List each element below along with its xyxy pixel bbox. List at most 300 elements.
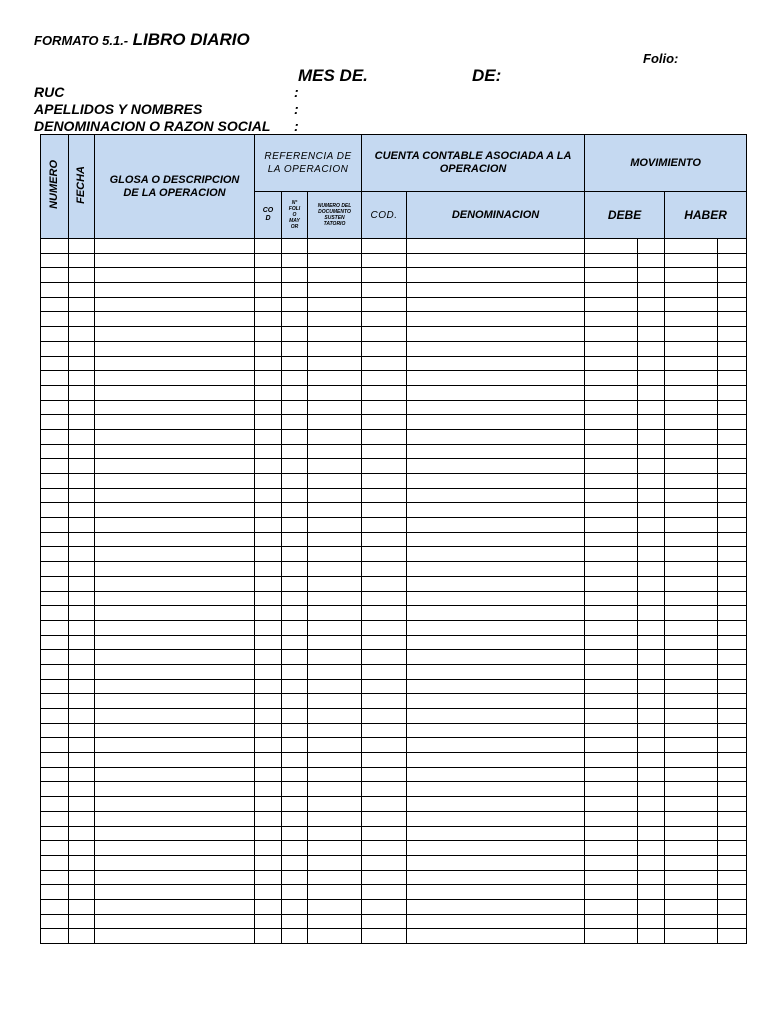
table-cell xyxy=(41,635,69,650)
table-cell xyxy=(41,429,69,444)
table-cell xyxy=(407,503,585,518)
table-cell xyxy=(308,620,362,635)
table-cell xyxy=(255,753,282,768)
table-cell xyxy=(665,899,718,914)
table-cell xyxy=(95,503,255,518)
table-cell xyxy=(638,341,665,356)
table-cell xyxy=(282,738,308,753)
table-cell xyxy=(638,400,665,415)
table-cell xyxy=(95,620,255,635)
table-cell xyxy=(69,826,95,841)
table-cell xyxy=(718,356,747,371)
table-cell xyxy=(718,283,747,298)
table-cell xyxy=(95,694,255,709)
table-cell xyxy=(255,635,282,650)
table-cell xyxy=(362,268,407,283)
table-cell xyxy=(282,518,308,533)
table-cell xyxy=(407,885,585,900)
table-cell xyxy=(255,885,282,900)
table-cell xyxy=(95,562,255,577)
table-row xyxy=(41,811,747,826)
table-cell xyxy=(407,312,585,327)
table-cell xyxy=(585,444,638,459)
ruc-label: RUC xyxy=(34,84,65,100)
table-cell xyxy=(41,591,69,606)
table-cell xyxy=(362,283,407,298)
table-cell xyxy=(718,841,747,856)
numero-header: NUMERO xyxy=(41,135,69,239)
table-cell xyxy=(407,811,585,826)
table-cell xyxy=(69,620,95,635)
haber-header: HABER xyxy=(665,192,747,239)
table-cell xyxy=(407,415,585,430)
table-cell xyxy=(585,635,638,650)
table-cell xyxy=(95,855,255,870)
table-cell xyxy=(362,870,407,885)
table-cell xyxy=(255,606,282,621)
table-cell xyxy=(665,679,718,694)
table-cell xyxy=(95,444,255,459)
table-cell xyxy=(95,811,255,826)
table-cell xyxy=(69,591,95,606)
table-cell xyxy=(95,826,255,841)
table-cell xyxy=(362,664,407,679)
table-cell xyxy=(95,753,255,768)
table-cell xyxy=(69,870,95,885)
table-cell xyxy=(69,914,95,929)
table-cell xyxy=(665,767,718,782)
table-cell xyxy=(638,664,665,679)
table-cell xyxy=(69,253,95,268)
table-cell xyxy=(407,635,585,650)
table-cell xyxy=(41,474,69,489)
table-cell xyxy=(41,371,69,386)
table-cell xyxy=(407,870,585,885)
table-cell xyxy=(282,239,308,254)
table-cell xyxy=(282,753,308,768)
table-cell xyxy=(718,371,747,386)
table-cell xyxy=(308,503,362,518)
table-row xyxy=(41,738,747,753)
table-cell xyxy=(638,738,665,753)
table-row xyxy=(41,297,747,312)
table-cell xyxy=(41,753,69,768)
table-cell xyxy=(585,782,638,797)
table-cell xyxy=(718,253,747,268)
table-cell xyxy=(718,327,747,342)
table-cell xyxy=(282,327,308,342)
table-cell xyxy=(718,297,747,312)
table-cell xyxy=(95,576,255,591)
table-cell xyxy=(585,341,638,356)
table-cell xyxy=(255,503,282,518)
table-cell xyxy=(308,914,362,929)
table-cell xyxy=(255,826,282,841)
table-cell xyxy=(638,606,665,621)
table-cell xyxy=(362,591,407,606)
table-cell xyxy=(69,268,95,283)
table-cell xyxy=(638,518,665,533)
table-cell xyxy=(95,415,255,430)
format-prefix: FORMATO 5.1.- xyxy=(34,33,129,48)
table-cell xyxy=(255,694,282,709)
table-cell xyxy=(407,929,585,944)
table-cell xyxy=(585,738,638,753)
table-cell xyxy=(308,459,362,474)
table-row xyxy=(41,518,747,533)
table-cell xyxy=(95,283,255,298)
table-cell xyxy=(41,283,69,298)
table-cell xyxy=(585,474,638,489)
table-cell xyxy=(95,400,255,415)
table-row xyxy=(41,239,747,254)
table-cell xyxy=(585,429,638,444)
table-cell xyxy=(638,753,665,768)
table-cell xyxy=(665,371,718,386)
table-cell xyxy=(69,576,95,591)
table-cell xyxy=(69,679,95,694)
table-cell xyxy=(718,415,747,430)
table-cell xyxy=(585,753,638,768)
table-cell xyxy=(362,239,407,254)
table-cell xyxy=(282,870,308,885)
table-cell xyxy=(407,268,585,283)
table-cell xyxy=(585,664,638,679)
table-cell xyxy=(308,635,362,650)
table-cell xyxy=(638,855,665,870)
table-cell xyxy=(665,576,718,591)
table-cell xyxy=(718,562,747,577)
table-cell xyxy=(308,327,362,342)
table-cell xyxy=(362,532,407,547)
table-row xyxy=(41,576,747,591)
table-row xyxy=(41,885,747,900)
table-cell xyxy=(407,650,585,665)
table-cell xyxy=(718,929,747,944)
table-cell xyxy=(585,283,638,298)
table-cell xyxy=(362,620,407,635)
table-cell xyxy=(585,371,638,386)
table-row xyxy=(41,723,747,738)
names-colon: : xyxy=(294,101,299,117)
table-cell xyxy=(41,870,69,885)
table-row xyxy=(41,547,747,562)
table-cell xyxy=(255,341,282,356)
table-cell xyxy=(308,694,362,709)
table-cell xyxy=(255,371,282,386)
table-cell xyxy=(282,620,308,635)
table-cell xyxy=(41,503,69,518)
table-cell xyxy=(718,870,747,885)
table-cell xyxy=(638,385,665,400)
table-cell xyxy=(69,488,95,503)
table-cell xyxy=(638,929,665,944)
table-cell xyxy=(95,870,255,885)
table-cell xyxy=(665,444,718,459)
table-cell xyxy=(362,474,407,489)
table-cell xyxy=(638,650,665,665)
table-cell xyxy=(282,767,308,782)
table-cell xyxy=(282,885,308,900)
table-cell xyxy=(407,327,585,342)
table-cell xyxy=(585,239,638,254)
table-cell xyxy=(69,429,95,444)
table-cell xyxy=(362,341,407,356)
table-cell xyxy=(282,841,308,856)
table-cell xyxy=(638,782,665,797)
table-cell xyxy=(638,679,665,694)
table-cell xyxy=(407,694,585,709)
table-cell xyxy=(95,385,255,400)
table-cell xyxy=(308,782,362,797)
table-cell xyxy=(718,635,747,650)
table-cell xyxy=(718,885,747,900)
table-cell xyxy=(585,503,638,518)
table-cell xyxy=(255,562,282,577)
table-cell xyxy=(362,914,407,929)
table-cell xyxy=(718,400,747,415)
table-cell xyxy=(362,385,407,400)
table-cell xyxy=(69,899,95,914)
table-cell xyxy=(41,738,69,753)
table-cell xyxy=(585,855,638,870)
table-cell xyxy=(407,371,585,386)
table-cell xyxy=(41,459,69,474)
table-cell xyxy=(665,709,718,724)
table-cell xyxy=(282,606,308,621)
table-cell xyxy=(362,723,407,738)
table-cell xyxy=(95,518,255,533)
table-cell xyxy=(308,356,362,371)
table-cell xyxy=(282,444,308,459)
table-cell xyxy=(407,385,585,400)
table-row xyxy=(41,562,747,577)
table-row xyxy=(41,664,747,679)
table-cell xyxy=(718,797,747,812)
table-cell xyxy=(282,415,308,430)
table-cell xyxy=(585,650,638,665)
table-row xyxy=(41,283,747,298)
table-cell xyxy=(407,576,585,591)
table-row xyxy=(41,782,747,797)
table-cell xyxy=(665,650,718,665)
table-cell xyxy=(95,239,255,254)
table-cell xyxy=(665,664,718,679)
table-cell xyxy=(255,679,282,694)
table-cell xyxy=(282,429,308,444)
table-cell xyxy=(638,283,665,298)
table-row xyxy=(41,797,747,812)
table-cell xyxy=(362,253,407,268)
table-cell xyxy=(282,371,308,386)
table-cell xyxy=(41,664,69,679)
table-cell xyxy=(665,782,718,797)
table-cell xyxy=(255,297,282,312)
table-cell xyxy=(407,899,585,914)
table-cell xyxy=(665,620,718,635)
table-cell xyxy=(69,841,95,856)
table-cell xyxy=(308,400,362,415)
table-cell xyxy=(362,459,407,474)
table-cell xyxy=(718,855,747,870)
table-cell xyxy=(407,400,585,415)
table-cell xyxy=(585,694,638,709)
table-cell xyxy=(41,385,69,400)
table-cell xyxy=(69,547,95,562)
ref-cod-header: CO D xyxy=(255,192,282,239)
table-row xyxy=(41,488,747,503)
table-cell xyxy=(95,532,255,547)
table-cell xyxy=(41,547,69,562)
table-cell xyxy=(41,679,69,694)
table-row xyxy=(41,268,747,283)
ruc-colon: : xyxy=(294,84,299,100)
table-cell xyxy=(282,268,308,283)
table-cell xyxy=(95,635,255,650)
table-row xyxy=(41,650,747,665)
table-cell xyxy=(255,459,282,474)
table-cell xyxy=(95,268,255,283)
table-row xyxy=(41,253,747,268)
table-cell xyxy=(718,753,747,768)
table-cell xyxy=(362,753,407,768)
table-cell xyxy=(665,797,718,812)
table-cell xyxy=(41,576,69,591)
table-cell xyxy=(638,826,665,841)
table-cell xyxy=(407,283,585,298)
table-cell xyxy=(282,356,308,371)
table-cell xyxy=(407,459,585,474)
table-cell xyxy=(255,312,282,327)
table-cell xyxy=(362,444,407,459)
table-cell xyxy=(585,415,638,430)
table-row xyxy=(41,415,747,430)
table-cell xyxy=(95,767,255,782)
table-cell xyxy=(308,679,362,694)
table-cell xyxy=(282,283,308,298)
table-cell xyxy=(585,356,638,371)
table-cell xyxy=(255,356,282,371)
table-cell xyxy=(585,797,638,812)
table-cell xyxy=(718,664,747,679)
table-cell xyxy=(407,855,585,870)
table-cell xyxy=(282,855,308,870)
table-row xyxy=(41,753,747,768)
table-cell xyxy=(41,811,69,826)
table-cell xyxy=(362,679,407,694)
table-cell xyxy=(638,327,665,342)
table-cell xyxy=(665,753,718,768)
table-cell xyxy=(255,474,282,489)
table-cell xyxy=(308,268,362,283)
table-cell xyxy=(255,400,282,415)
table-cell xyxy=(362,885,407,900)
table-cell xyxy=(407,341,585,356)
table-cell xyxy=(282,929,308,944)
table-cell xyxy=(638,841,665,856)
table-cell xyxy=(362,841,407,856)
table-cell xyxy=(308,899,362,914)
table-cell xyxy=(282,547,308,562)
table-cell xyxy=(41,914,69,929)
table-cell xyxy=(585,606,638,621)
table-cell xyxy=(282,532,308,547)
table-cell xyxy=(665,474,718,489)
table-cell xyxy=(718,782,747,797)
table-cell xyxy=(255,547,282,562)
table-cell xyxy=(638,503,665,518)
table-cell xyxy=(362,899,407,914)
table-cell xyxy=(308,591,362,606)
table-cell xyxy=(308,841,362,856)
table-cell xyxy=(362,797,407,812)
table-cell xyxy=(638,532,665,547)
table-cell xyxy=(41,899,69,914)
table-cell xyxy=(585,679,638,694)
table-row xyxy=(41,767,747,782)
table-cell xyxy=(718,694,747,709)
table-cell xyxy=(362,312,407,327)
table-cell xyxy=(407,444,585,459)
table-cell xyxy=(718,503,747,518)
table-cell xyxy=(407,738,585,753)
table-cell xyxy=(255,841,282,856)
table-cell xyxy=(255,532,282,547)
table-cell xyxy=(41,239,69,254)
table-cell xyxy=(69,415,95,430)
table-cell xyxy=(665,327,718,342)
table-row xyxy=(41,635,747,650)
table-cell xyxy=(718,474,747,489)
table-cell xyxy=(585,532,638,547)
table-cell xyxy=(69,459,95,474)
table-cell xyxy=(255,327,282,342)
table-cell xyxy=(638,312,665,327)
table-cell xyxy=(41,782,69,797)
table-cell xyxy=(407,591,585,606)
table-cell xyxy=(255,518,282,533)
table-row xyxy=(41,385,747,400)
table-cell xyxy=(308,341,362,356)
table-cell xyxy=(255,239,282,254)
table-cell xyxy=(41,444,69,459)
table-cell xyxy=(95,474,255,489)
table-cell xyxy=(665,341,718,356)
ref-documento-header: NUMERO DEL DOCUMENTO SUSTEN TATORIO xyxy=(308,192,362,239)
table-cell xyxy=(585,723,638,738)
table-row xyxy=(41,694,747,709)
company-label: DENOMINACION O RAZON SOCIAL xyxy=(34,118,271,134)
table-cell xyxy=(362,503,407,518)
denominacion-header: DENOMINACION xyxy=(407,192,585,239)
table-cell xyxy=(638,371,665,386)
table-cell xyxy=(282,312,308,327)
table-cell xyxy=(407,782,585,797)
table-row xyxy=(41,312,747,327)
table-cell xyxy=(362,855,407,870)
table-cell xyxy=(69,797,95,812)
table-cell xyxy=(362,929,407,944)
table-row xyxy=(41,341,747,356)
table-cell xyxy=(69,723,95,738)
table-cell xyxy=(95,679,255,694)
table-cell xyxy=(282,297,308,312)
table-cell xyxy=(407,562,585,577)
names-label: APELLIDOS Y NOMBRES xyxy=(34,101,203,117)
table-cell xyxy=(308,650,362,665)
table-cell xyxy=(585,385,638,400)
table-cell xyxy=(255,723,282,738)
